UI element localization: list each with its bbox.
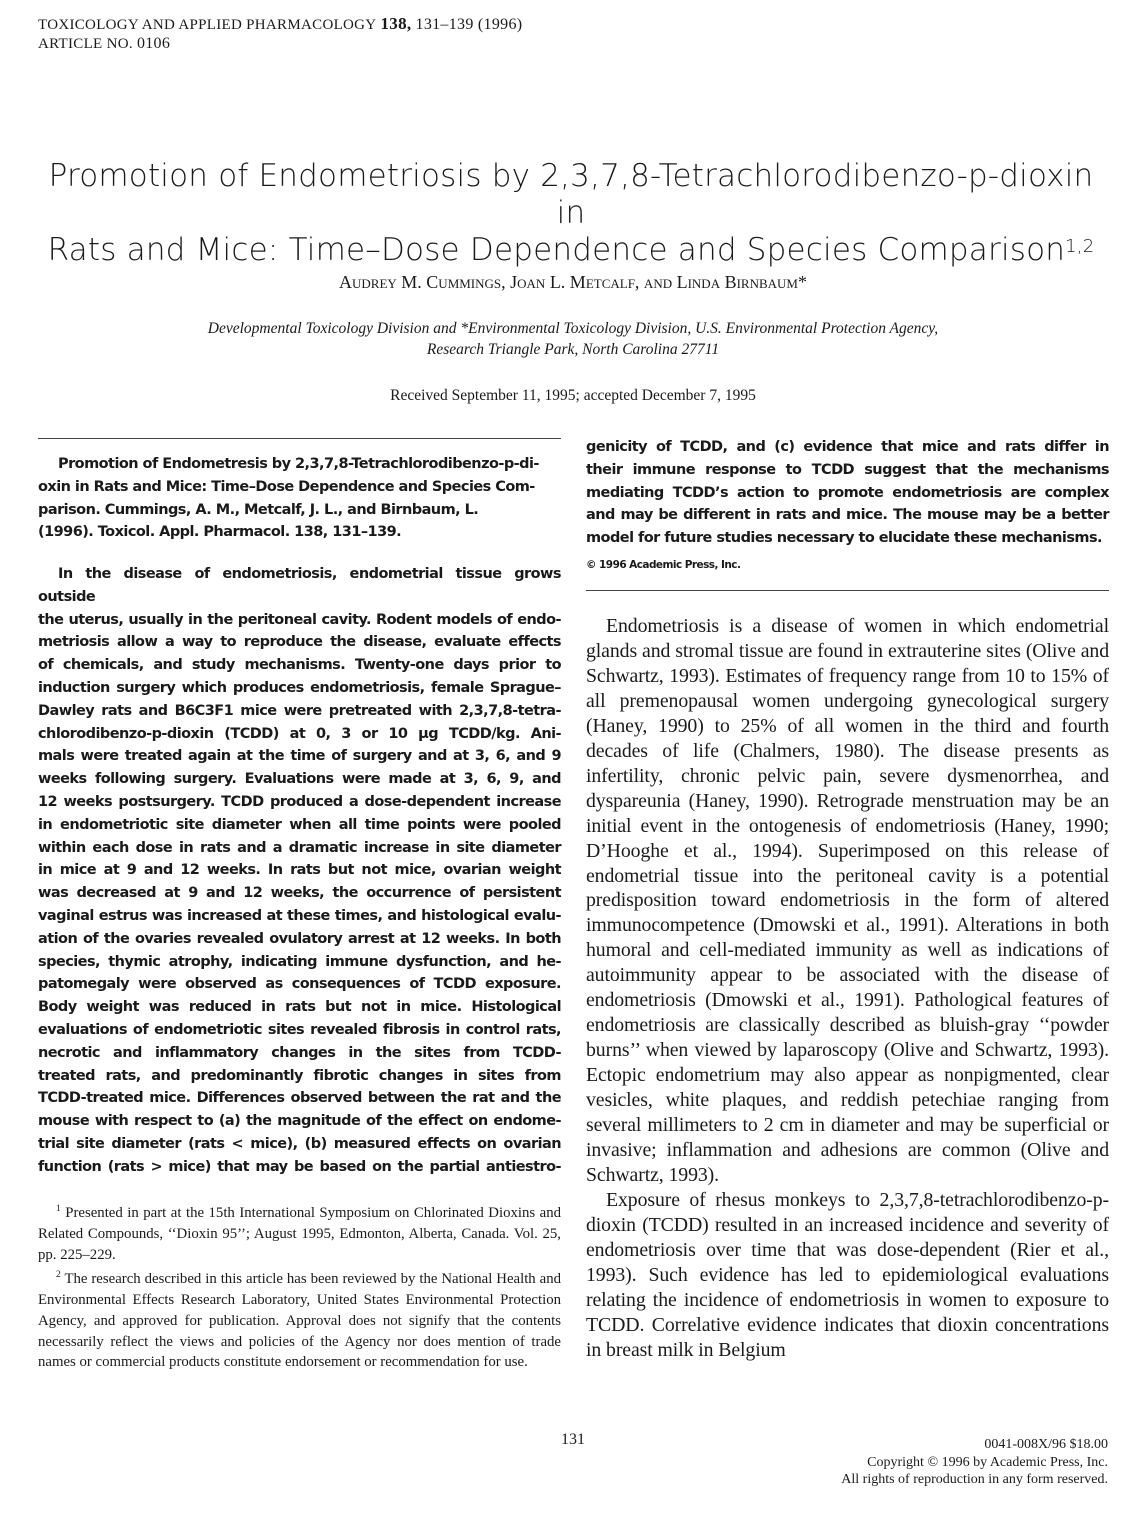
abstract-line: their immune response to TCDD suggest that the mechanisms <box>586 461 1109 478</box>
abstract-line: Body weight was reduced in rats but not in mice. Histological <box>38 999 561 1016</box>
abstract-line: chlorodibenzo-p-dioxin (TCDD) at 0, 3 or 10 μg TCDD/kg. Ani- <box>38 725 561 742</box>
author-list: Audrey M. Cummings, Joan L. Metcalf, and Linda Birnbaum* <box>339 272 807 292</box>
abstract-line: evaluations of endometriotic sites revealed fibrosis in control rats, <box>38 1021 561 1038</box>
article-number-label: ARTICLE NO. <box>38 36 133 52</box>
article-number: 0106 <box>136 35 171 52</box>
footnote-1-text: Presented in part at the 15th International Symposium on Chlorinated Dioxins and Related Compounds, ‘‘Dioxin 95’’; August 1995, Edmonton, Alberta, Canada. Vol. 25, pp. 225–229. <box>38 1204 561 1263</box>
abstract-line: weeks following surgery. Evaluations were made at 3, 6, 9, and <box>38 771 561 788</box>
footer-code: 0041-008X/96 $18.00 <box>984 1437 1108 1452</box>
footnote-2-text: The research described in this article has been reviewed by the National Health and Environmental Effects Research Laboratory, United States Environmental Protection Agency, and approved for publication. Approval does not signify that the contents necessarily reflect the views and policies of the Agency nor does mention of trade names or commercial products constitute endorsement or recommendation for use. <box>38 1271 562 1371</box>
abstract-bottom-rule <box>586 590 1109 591</box>
abstract-line: genicity of TCDD, and (c) evidence that mice and rats differ in <box>586 439 1109 455</box>
body-text <box>586 614 1109 1363</box>
footer-copyright-line: Copyright © 1996 by Academic Press, Inc. <box>867 1454 1108 1470</box>
abstract-line: In the disease of endometriosis, endometrial tissue grows outside <box>38 566 561 605</box>
title-line-2 <box>30 232 1112 269</box>
abstract-line: mals were treated again at the time of surgery and at 3, 6, and 9 <box>38 748 561 765</box>
footer-rights: All rights of reproduction in any form reserved. <box>841 1472 1108 1487</box>
abstract-line: in endometriotic site diameter when all time points were pooled <box>38 816 561 833</box>
abstract-copyright: © 1996 Academic Press, Inc. <box>586 559 741 571</box>
abstract-top-rule <box>38 438 561 439</box>
abstract-line: vaginal estrus was increased at these times, and histological evalu- <box>38 907 561 924</box>
body-paragraph-2: Exposure of rhesus monkeys to 2,3,7,8-tetrachlorodibenzo-p-dioxin (TCDD) resulted in an increased incidence and severity of endometriosis over time that was dose-dependent (Rier et al., 1993). Such evidence has led to epidemiological evaluations relating the incidence of endometriosis in women to exposure to TCDD. Correlative evidence indicates that dioxin concentrations in breast milk in Belgium <box>586 1188 1109 1361</box>
citation-line: Promotion of Endometresis by 2,3,7,8-Tetrachlorodibenzo-p-di- <box>58 456 539 472</box>
abstract-continuation <box>586 436 1109 550</box>
abstract-line: Dawley rats and B6C3F1 mice were pretreated with 2,3,7,8-tetra- <box>38 702 561 719</box>
affiliation-line-1: Developmental Toxicology Division and *Environmental Toxicology Division, U.S. Environmental Protection Agency, <box>207 320 939 337</box>
abstract-line: the uterus, usually in the peritoneal cavity. Rodent models of endo- <box>38 611 561 628</box>
page-number: 131 <box>561 1431 585 1448</box>
footnote-1-mark: 1 <box>56 1204 61 1214</box>
affiliation-line-2: Research Triangle Park, North Carolina 27711 <box>426 341 720 358</box>
received-dates: Received September 11, 1995; accepted December 7, 1995 <box>390 387 756 404</box>
abstract-line: mouse with respect to (a) the magnitude of the effect on endome- <box>38 1113 561 1130</box>
article-number-line <box>38 35 170 53</box>
title-line-2-text: Rats and Mice: Time–Dose Dependence and Species Comparison <box>47 232 1066 268</box>
citation-line: parison. Cummings, A. M., Metcalf, J. L., and Birnbaum, L. <box>38 501 479 518</box>
journal-pages-year: 131–139 (1996) <box>415 16 523 33</box>
abstract-citation <box>38 453 561 544</box>
footnote-1 <box>38 1199 561 1265</box>
abstract-line: in mice at 9 and 12 weeks. In rats but not mice, ovarian weight <box>38 862 561 879</box>
abstract-line: induction surgery which produces endometriosis, female Sprague– <box>38 679 561 696</box>
abstract-line: of chemicals, and study mechanisms. Twenty-one days prior to <box>38 657 561 674</box>
abstract-line: metriosis allow a way to reproduce the disease, evaluate effects <box>38 634 561 651</box>
abstract-line: TCDD-treated mice. Differences observed between the rat and the <box>38 1090 561 1107</box>
body-paragraph-1: Endometriosis is a disease of women in which endometrial glands and stromal tissue are found in extrauterine sites (Olive and Schwartz, 1993). Estimates of frequency range from 10 to 15% of all premenopausal women undergoing gynecological surgery (Haney, 1990) to 25% of all women in the third and fourth decades of life (Chalmers, 1980). The disease presents as infertility, chronic pelvic pain, severe dysmenorrhea, and dyspareunia (Haney, 1990). Retrograde menstruation may be an initial event in the ontogenesis of endometriosis (Haney, 1990; D’Hooghe et al., 1994). Superimposed on this release of endometrial tissue into the peritoneal cavity is a potential predisposition toward endometriosis in the form of altered immunocompetence (Dmowski et al., 1991). Alterations in both humoral and cell-mediated immunity as well as indications of autoimmunity appear to be associated with the disease of endometriosis (Dmowski et al., 1991). Pathological features of endometriosis are classically described as bluish-gray ‘‘powder burns’’ when viewed by laparoscopy (Olive and Schwartz, 1993). Ectopic endometrium may also appear as nonpigmented, clear vesicles, white plaques, and reddish petechiae ranging from several millimeters to 2 cm in diameter and may be superficial or invasive; inflammation and adhesions are common (Olive and Schwartz, 1993). <box>586 615 1109 1186</box>
abstract-line: species, thymic atrophy, indicating immune dysfunction, and he- <box>38 953 561 970</box>
abstract-line: necrotic and inflammatory changes in the sites from TCDD- <box>38 1044 561 1061</box>
footnote-2 <box>38 1265 561 1373</box>
article-title <box>30 158 1112 269</box>
footnote-2-mark: 2 <box>56 1270 61 1281</box>
journal-name: TOXICOLOGY AND APPLIED PHARMACOLOGY <box>38 17 377 33</box>
abstract-line: mediating TCDD’s action to promote endometriosis are complex <box>586 484 1109 501</box>
footnotes <box>38 1199 561 1373</box>
journal-header <box>38 14 522 34</box>
abstract-line: treated rats, and predominantly fibrotic changes in sites from <box>38 1067 561 1084</box>
abstract-copyright-line <box>586 553 1109 577</box>
citation-line: oxin in Rats and Mice: Time–Dose Dependence and Species Com- <box>38 478 535 495</box>
abstract-line: 12 weeks postsurgery. TCDD produced a dose-dependent increase <box>38 793 561 810</box>
abstract-body <box>38 563 561 1179</box>
title-footnote-marks: 1,2 <box>1065 236 1095 257</box>
abstract-line: trial site diameter (rats < mice), (b) measured effects on ovarian <box>38 1135 561 1152</box>
abstract-line: model for future studies necessary to elucidate these mechanisms. <box>586 530 1103 547</box>
journal-volume: 138, <box>380 14 412 33</box>
title-line-1: Promotion of Endometriosis by 2,3,7,8-Tetrachlorodibenzo-p-dioxin in <box>48 158 1094 231</box>
abstract-line: and may be different in rats and mice. The mouse may be a better <box>586 507 1109 524</box>
abstract-line: patomegaly were observed as consequences of TCDD exposure. <box>38 976 561 993</box>
abstract-line: function (rats > mice) that may be based on the partial antiestro- <box>38 1158 561 1175</box>
abstract-line: ation of the ovaries revealed ovulatory arrest at 12 weeks. In both <box>38 930 561 947</box>
abstract-line: within each dose in rats and a dramatic increase in site diameter <box>38 839 561 856</box>
abstract-line: was decreased at 9 and 12 weeks, the occurrence of persistent <box>38 885 561 902</box>
citation-line: (1996). Toxicol. Appl. Pharmacol. 138, 131–139. <box>38 524 402 541</box>
footer-copyright <box>841 1436 1108 1489</box>
